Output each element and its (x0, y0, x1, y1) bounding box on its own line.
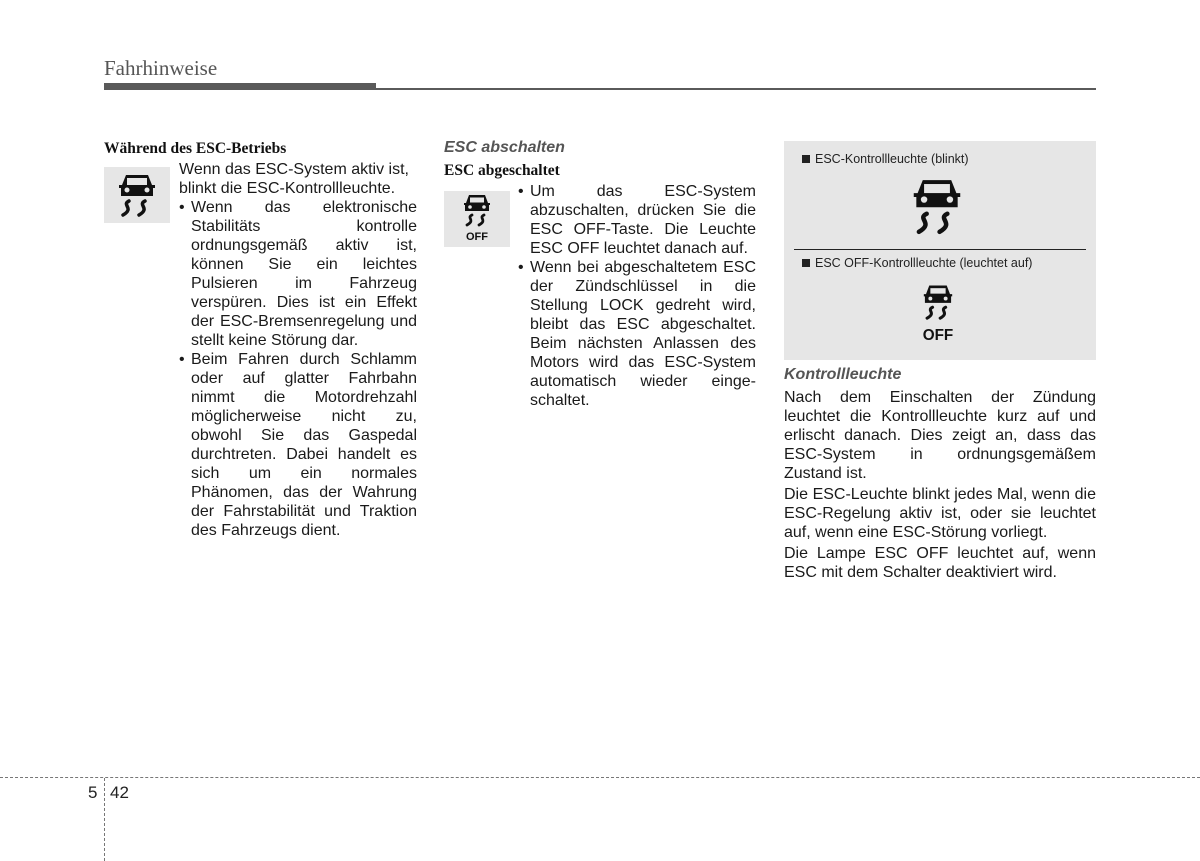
col1-intro: Wenn das ESC-System aktiv ist, blinkt die ESC-Kontrollleuchte. (179, 161, 409, 197)
panel-divider (794, 249, 1086, 250)
panel-caption-bottom: ESC OFF-Kontrollleuchte (leuchtet auf) (802, 256, 1032, 270)
esc-off-icon (914, 283, 962, 354)
footer-vertical-rule (104, 778, 105, 861)
esc-off-icon-label: OFF (466, 231, 488, 243)
col3-paragraph: Die Lampe ESC OFF leuchtet auf, wenn ESC mit dem Schalter deaktiviert wird. (784, 545, 1096, 581)
col2-heading: ESC abschalten (444, 139, 565, 156)
col2-bullet: • Um das ESC-System abzuschalten, drücken Sie die ESC OFF-Taste. Die Leuchte ESC OFF leuchtet danach auf. (518, 182, 756, 258)
header-rule-thin (376, 88, 1096, 90)
col1-body (179, 160, 417, 540)
col1-bullet: • Wenn das elektronische Stabilitäts kontrolle ordnungsgemäß aktiv ist, können Sie ein leichtes Pulsieren im Fahrzeug verspüren. Dies ist ein Effekt der ESC-Bremsenregelung und stellt keine Störung dar. (179, 198, 417, 350)
esc-skid-car-icon (908, 175, 966, 242)
col3-paragraph: Die ESC-Leuchte blinkt jedes Mal, wenn die ESC-Regelung aktiv ist, oder sie leuchtet auf, wenn eine ESC-Störung vorliegt. (784, 486, 1096, 541)
panel-caption-top: ESC-Kontrollleuchte (blinkt) (802, 152, 969, 166)
indicator-panel (784, 141, 1096, 360)
footer-rule (0, 777, 1200, 778)
esc-off-icon (444, 191, 510, 247)
col2-bullet: • Wenn bei abgeschaltetem ESC der Zündschlüssel in die Stellung LOCK gedreht wird, bleibt das ESC abgeschaltet. Beim nächsten Anlassen des Motors wird das ESC-System automatisch wieder einge-schaltet. (518, 258, 756, 410)
square-bullet-icon (802, 155, 810, 163)
header-rule-thick (104, 83, 376, 90)
col3-heading: Kontrollleuchte (784, 366, 902, 383)
chapter-number: 5 (88, 783, 98, 802)
col2-subheading: ESC abgeschaltet (444, 162, 560, 179)
col2-body (518, 182, 756, 410)
square-bullet-icon (802, 259, 810, 267)
col1-heading: Während des ESC-Betriebs (104, 140, 287, 157)
col3-body (784, 388, 1096, 584)
col1-bullet: • Beim Fahren durch Schlamm oder auf glatter Fahrbahn nimmt die Motordrehzahl möglicherweise nicht zu, obwohl Sie das Gaspedal durchtreten. Dabei handelt es sich um ein normales Phänomen, das der Wahrung der Fahrstabilität und Traktion des Fahrzeugs dient. (179, 350, 417, 540)
esc-off-icon-label: OFF (922, 327, 954, 344)
col3-paragraph: Nach dem Einschalten der Zündung leuchtet die Kontrollleuchte kurz auf und erlischt danach. Dies zeigt an, dass das ESC-System in ordnungsgemäßem Zustand ist. (784, 389, 1096, 482)
esc-skid-car-icon (104, 167, 170, 223)
page-number: 42 (110, 783, 129, 802)
section-title: Fahrhinweise (104, 56, 218, 80)
